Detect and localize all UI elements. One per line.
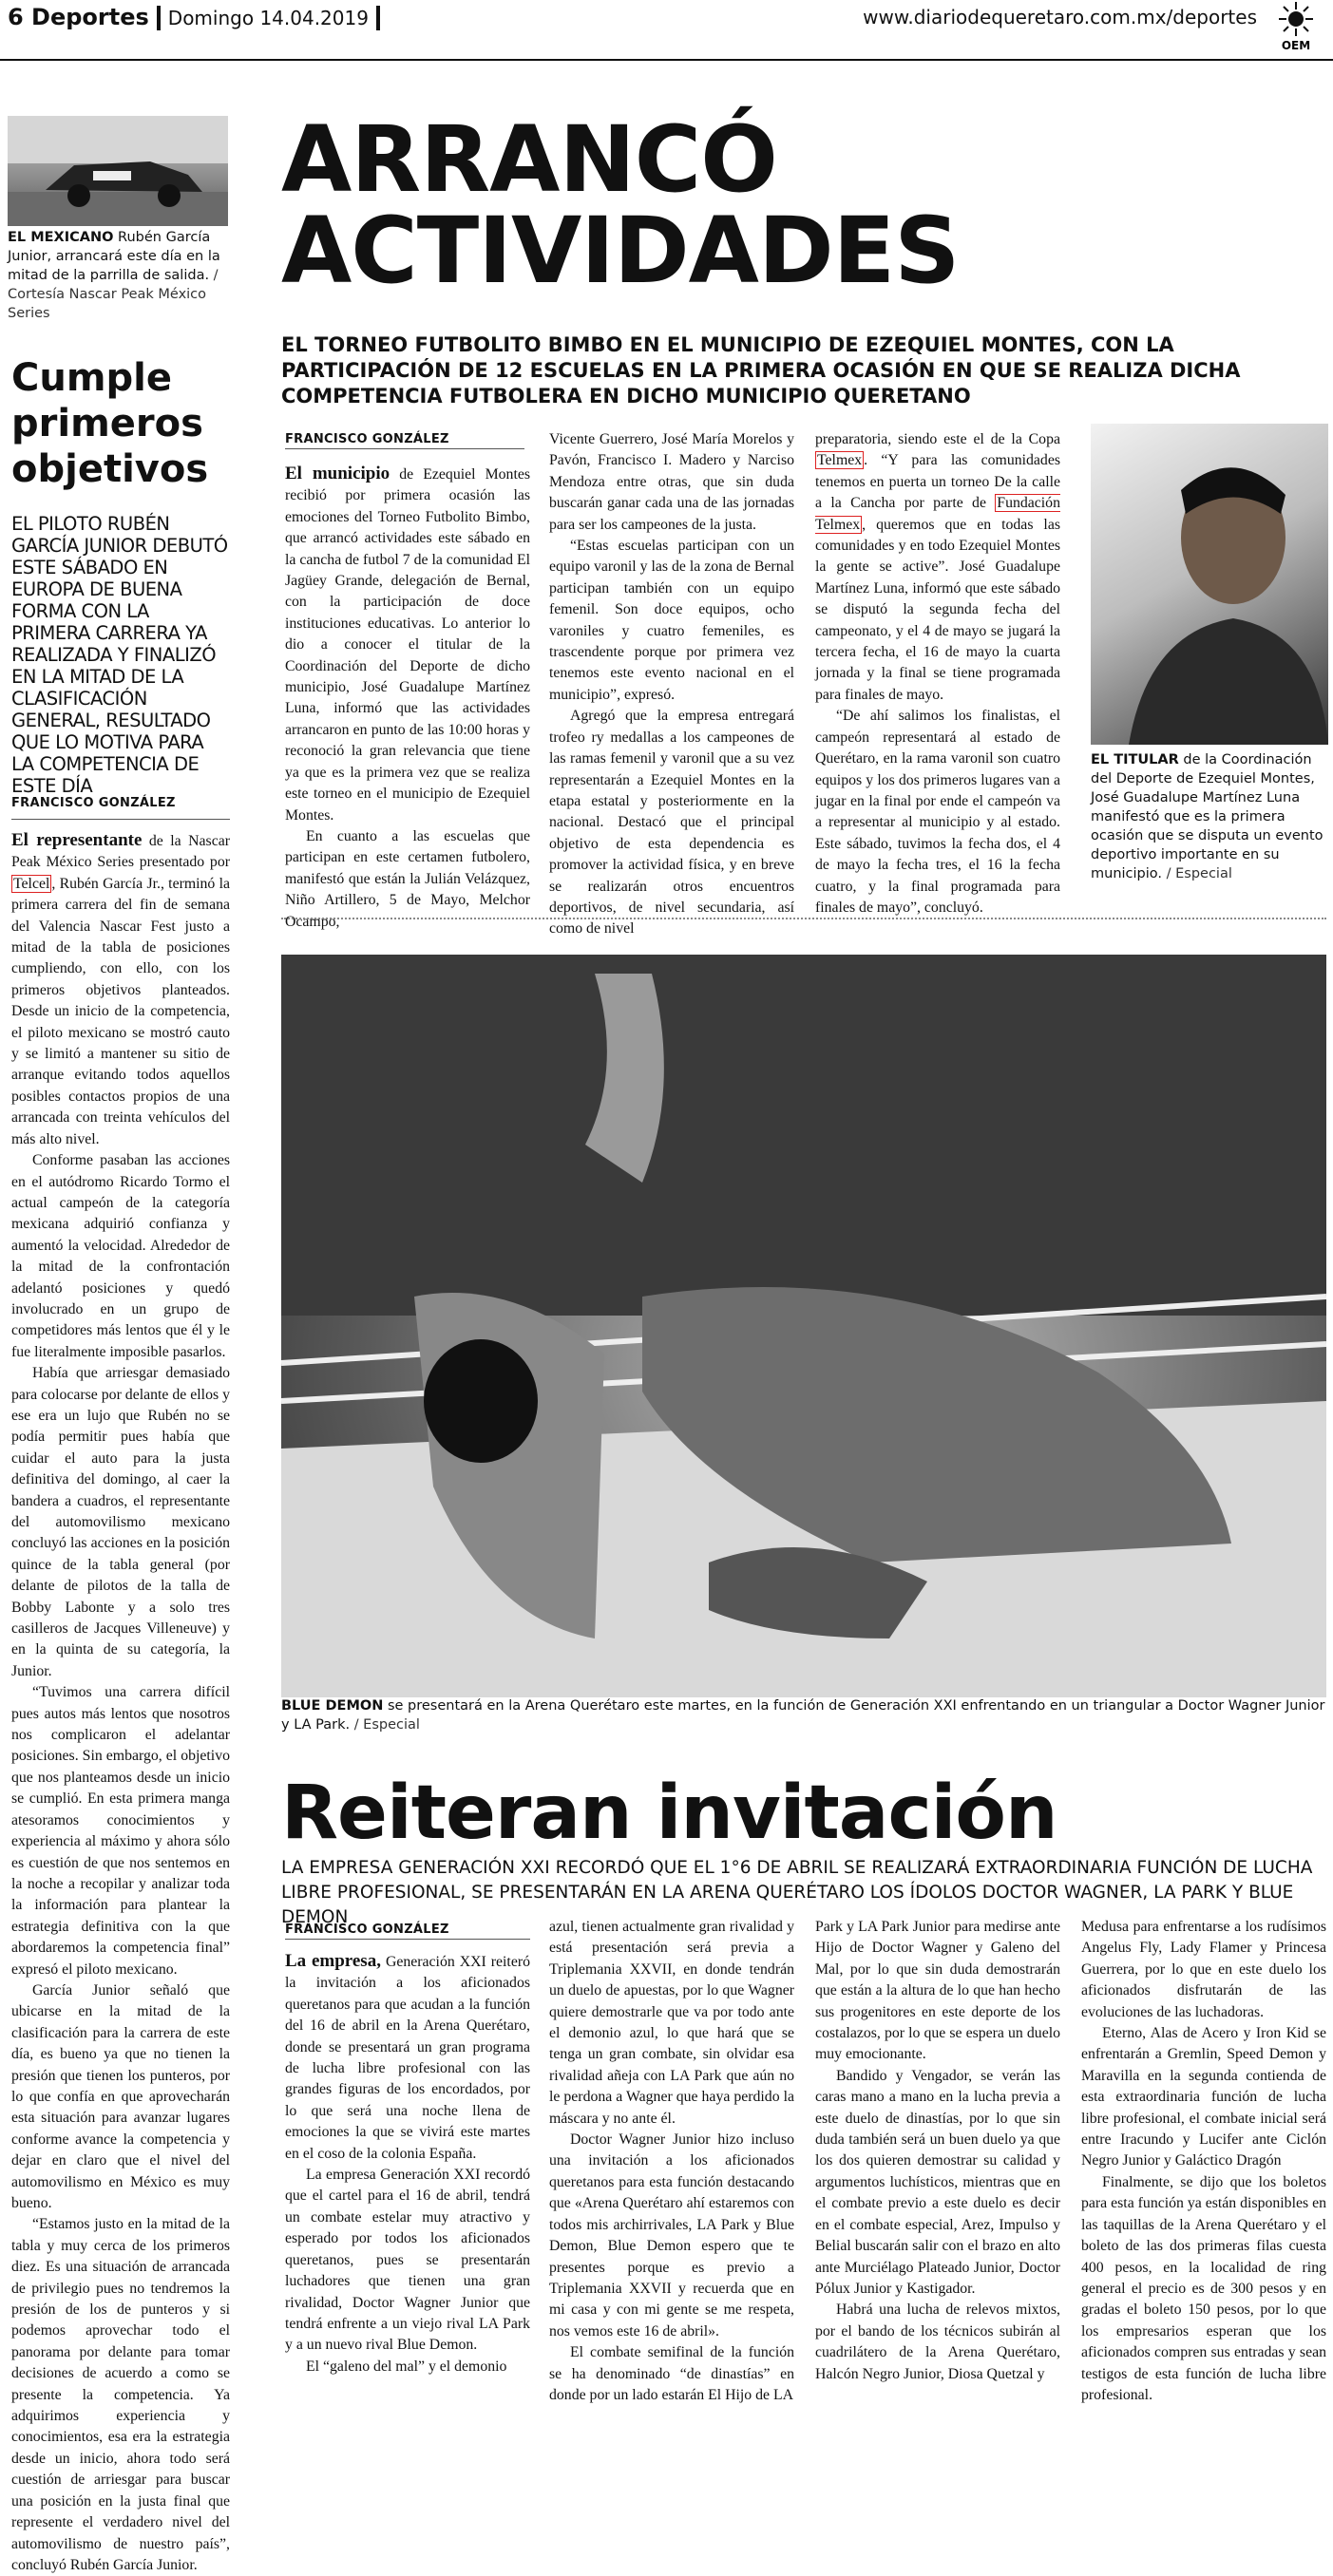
main-deck: EL TORNEO FUTBOLITO BIMBO EN EL MUNICIPIO DE EZEQUIEL MONTES, CON LA PARTICIPACIÓN DE 12 ESCUELAS EN LA PRIMERA OCASIÓN EN QUE SE REALIZA DICHA COMPETENCIA FUTBOLERA EN DICHO MUNICIPIO QUERETANO — [281, 333, 1241, 407]
page-header — [8, 4, 388, 30]
second-column-4: Medusa para enfrentarse a los rudísimos Angelus Fly, Lady Flamer y Princesa Guerrera, por lo que en este duelo los aficionados disfrutarán de las evoluciones de las luchadoras. Eterno, Alas de Acero y Iron Kid se enfrentarán a Gremlin, Speed Demon y Maravilla en la segunda contienda de esta extraordinaria función de lucha libre profesional, el combate inicial será entre Iracundo y Lucifer ante Ciclón Negro Junior y Galáctico Dragón Finalmente, se dijo que los boletos para esta función ya están disponibles en las taquillas de la Arena Querétaro y el boleto de las dos primeras filas cuesta 400 pesos, en la localidad de ring general el precio es de 300 pesos y en gradas el boleto 150 pesos, por lo que los empresarios esperan que los aficionados compren sus entradas y sean testigos de esta función de lucha libre profesional. — [1081, 1919, 1326, 2403]
header-divider — [376, 6, 380, 30]
main-column-1: El municipio de Ezequiel Montes recibió por primera ocasión las emociones del Torneo Futbolito Bimbo, que arrancó actividades este sábado en la cancha de futbol 7 de la comunidad El Jagüey Grande, delegación de Bernal, con la participación de doce instituciones educativas. Lo anterior lo dio a conocer el titular de la Coordinación del Deporte de dicho municipio, José Guadalupe Martínez Luna, informó que las actividades arrancaron en punto de las 10:00 horas y reconoció la gran relevancia que tiene ya que es la primera vez que se realiza este torneo en el municipio de Ezequiel Montes. En cuanto a las escuelas que participan en este certamen futbolero, manifestó que están la Julián Velázquez, Niño Artillero, 5 de Mayo, Melchor Ocampo, — [285, 464, 530, 930]
fundacion-telmex-link[interactable]: Fundación Telmex — [815, 495, 1060, 533]
race-car-photo — [8, 116, 228, 226]
left-deck: EL PILOTO RUBÉN GARCÍA JUNIOR DEBUTÓ ESTE SÁBADO EN EUROPA DE BUENA FORMA CON LA PRIMERA CARRERA YA REALIZADA Y FINALIZÓ EN LA MITAD DE LA CLASIFICACIÓN GENERAL, RESULTADO QUE LO MOTIVA PARA LA COMPETENCIA DE ESTE DÍA — [11, 513, 228, 797]
second-byline: FRANCISCO GONZÁLEZ — [285, 1923, 449, 1937]
second-column-3: Park y LA Park Junior para medirse ante Hijo de Doctor Wagner y Galeno del Mal, por lo que sin duda demostrarán que están a la altura de lo que han hecho sus progenitores en este deporte de los costalazos, por lo que se espera un duelo muy emocionante. Bandido y Vengador, se verán las caras mano a mano en la lucha previa a este duelo de dinastías, por lo que sin duda también será un buen duelo ya que los dos quieren demostrar su calidad y argumentos luchísticos, mientras que en el combate previo a este duelo es decir en el combate especial, Arez, Impulso y Belial buscarán salir con el brazo en alto ante Murciélago Plateado Junior, Doctor Pólux Junior y Kastigador. Habrá una lucha de relevos mixtos, por el bando de los técnicos subirán al cuadrilátero de la Arena Querétaro, Halcón Negro Junior, Diosa Quetzal y — [815, 1919, 1060, 2382]
main-byline: FRANCISCO GONZÁLEZ — [285, 432, 449, 446]
portrait-caption: EL TITULAR de la Coordinación del Deporte de Ezequiel Montes, José Guadalupe Martínez Luna manifestó que es la primera ocasión que se disputa un evento deportivo importante en su municipio. / Especial — [1091, 752, 1323, 881]
telcel-link[interactable]: Telcel — [13, 875, 50, 892]
main-column-2: Vicente Guerrero, José María Morelos y Pavón, Francisco I. Madero y Narciso Mendoza entre otras, que sin duda buscarán ganar cada una de las jornadas para ser los campeones de la justa. “Estas escuelas participan con un equipo varonil y las de la zona de Bernal participan también con un equipo femenil. Son doce equipos, ocho varoniles y cuatro femeniles, es trascendente porque por primera vez tenemos este evento nacional en el municipio”, expresó. Agregó que la empresa entregará trofeo ry medallas a los campeones de las ramas femenil y varonil que a su vez representarán a Ezequiel Montes en la etapa estatal y posteriormente en la nacional. Destacó que el principal objetivo de esta dependencia es promover la actividad física, y en breve se realizarán otros encuentros deportivos, de nivel secundaria, así como de nivel — [549, 431, 794, 938]
wrestling-photo — [281, 955, 1326, 1697]
site-url[interactable]: www.diariodequeretaro.com.mx/deportes — [863, 6, 1257, 28]
section-label: 6 Deportes — [8, 4, 149, 30]
telmex-link[interactable]: Telmex — [817, 452, 863, 469]
official-portrait-photo — [1091, 424, 1328, 745]
portrait-icon — [1091, 424, 1328, 745]
section-separator — [281, 918, 1326, 919]
oem-logo — [1268, 0, 1323, 51]
second-column-2: azul, tienen actualmente gran rivalidad y está presentación será previa a Triplemania XXVII, en donde tendrán un duelo de apuestas, por lo que Wagner quiere demostrarle que va por todo ante el demonio azul, lo que hará que se tenga un gran combate, sin olvidar esa rivalidad añeja con LA Park que aún no le perdona a Wagner que haya perdido la máscara y no ante él. Doctor Wagner Junior hizo incluso una invitación a los aficionados queretanos para esta función destacando que «Arena Querétaro ahí estaremos con todos mis archirrivales, LA Park y Blue Demon, Blue Demon espero que te presentes porque es previo a Triplemania XXVII y recuerda que en mi casa y con mi gente se me respeta, nos vemos este 16 de abril». El combate semifinal de la función se ha denominado “de dinastías” en donde por un lado estarán El Hijo de LA — [549, 1919, 794, 2403]
byline-rule — [11, 819, 230, 820]
race-car-icon — [8, 116, 228, 226]
sun-logo-icon — [1268, 0, 1323, 51]
wrestling-photo-caption: BLUE DEMON se presentará en la Arena Querétaro este martes, en la función de Generación XXI enfrentando en un triangular a Doctor Wagner Junior y LA Park. / Especial — [281, 1698, 1325, 1733]
wrestling-scene-icon — [281, 955, 1326, 1697]
byline-rule — [285, 1939, 530, 1940]
left-body: El representante de la Nascar Peak México Series presentado por Telcel , Rubén García Jr., terminó la primera carrera del fin de semana del Valencia Nascar Fest justo a mitad de la tabla de posiciones cumpliendo, con ello, con los primeros objetivos planteados. Desde un inicio de la competencia, el piloto mexicano se mostró cauto y se limitó a mantener su sitio de arranque evitando todos aquellos posibles contactos propios de una arrancada con treinta vehículos del más alto nivel. Conforme pasaban las acciones en el autódromo Ricardo Tormo el actual campeón de la categoría mexicana adquirió confianza y aumentó la velocidad. Alrededor de la mitad de la confrontación adelantó posiciones y quedó involucrado en un grupo de competidores más lentos que él y le fue literalmente imposible pasarlos. Había que arriesgar demasiado para colocarse por delante de ellos y ese era un lujo que Rubén no se podía permitir pues había que cuidar el auto para la justa definitiva del domingo, al caer la bandera a cuadros, el representante del automovilismo mexicano concluyó las acciones en la posición quince de la tabla general (por delante de pilotos de la talla de Bobby Labonte y a solo tres casilleros de Jacques Villeneuve) y en la quinta de su categoría, la Junior. “Tuvimos una carrera difícil pues autos más lentos que nosotros nos complicaron el adelantar posiciones. Sin embargo, el objetivo que nos planteamos desde un inicio se cumplió. En esta primera manga atesoramos conocimientos y experiencia al máximo y ahora sólo es cuestión de que nos sentemos en la noche a recopilar y analizar toda la información para plantear la estrategia definitiva con la que abordaremos la competencia final” expresó el piloto mexicano. García Junior señaló que ubicarse en la mitad de la clasificación para la carrera de este día, es bueno ya que no tienen la presión que tienen los punteros, por lo que confía en que aprovecharán esta situación para avanzar lugares conforme avance la competencia y dejar en claro que el nivel del automovilismo en México es muy bueno. “Estamos justo en la mitad de la tabla y muy cerca de los primeros diez. Es una situación de arrancada de privilegio pues no tendremos la presión de los de punteros y si podemos aprovechar todo el panorama por delante para tomar decisiones de acuerdo a como se presente la competencia. Ya adquirimos experiencia y conocimientos, esa era la estrategia desde un inicio, ahora todo será cuestión de arriesgar para buscar una posición en la justa final que represente el verdadero nivel del automovilismo de nuestro país”, concluyó Rubén García Junior. — [11, 830, 230, 2573]
second-headline: Reiteran invitación — [281, 1771, 1057, 1856]
second-column-1: La empresa, Generación XXI reiteró la invitación a los aficionados queretanos para que acudan a la función del 16 de abril en la Arena Querétaro, donde se presentará un gran programa de lucha libre profesional con las grandes figuras de los encordados, por lo que será una noche llena de emociones la que se vivirá este martes en el coso de la colonia España. La empresa Generación XXI recordó que el cartel para el 16 de abril, tendrá un combate estelar muy atractivo y esperado por todos los aficionados queretanos, pues se presentarán luchadores que tienen una gran rivalidad, Doctor Wagner Junior que tendrá enfrente a un viejo rival LA Park y a un nuevo rival Blue Demon. El “galeno del mal” y el demonio — [285, 1951, 530, 2375]
header-date: Domingo 14.04.2019 — [167, 7, 369, 29]
car-photo-caption: EL MEXICANO Rubén García Junior, arrancará este día en la mitad de la parrilla de salida. / Cortesía Nascar Peak México Series — [8, 230, 220, 321]
left-byline: FRANCISCO GONZÁLEZ — [11, 796, 176, 810]
header-divider — [157, 6, 161, 30]
header-rule — [0, 59, 1333, 61]
main-headline: ARRANCÓ ACTIVIDADES — [281, 106, 960, 304]
second-deck: LA EMPRESA GENERACIÓN XXI RECORDÓ QUE EL 1°6 DE ABRIL SE REALIZARÁ EXTRAORDINARIA FUNCIÓN DE LUCHA LIBRE PROFESIONAL, SE PRESENTARÁN EN LA ARENA QUERÉTARO LOS ÍDOLOS DOCTOR WAGNER, LA PARK Y BLUE DEMON — [281, 1858, 1313, 1927]
left-headline: Cumple primeros objetivos — [11, 356, 209, 491]
main-column-3: preparatoria, siendo este el de la Copa Telmex . “Y para las comunidades tenemos en puerta un torneo De la calle a la Cancha por parte de Fundación Telmex , queremos que en todas las comunidades y en todo Ezequiel Montes la gente se active”. José Guadalupe Martínez Luna, informó que este sábado se disputó la segunda fecha del campeonato, y el 4 de mayo se jugará la tercera fecha, el 16 de mayo la cuarta jornada y la final se tiene programada para finales de mayo. “De ahí salimos los finalistas, el campeón representará al estado de Querétaro, en la rama varonil son cuatro equipos y los dos primeros lugares van a jugar en la final por ende el campeón va a representar al municipio y al estado. Este sábado, tuvimos la fecha dos, el 4 de mayo la fecha tres, el 16 la fecha cuatro, y la final programada para finales de mayo”, concluyó. — [815, 431, 1060, 916]
svg-text:OEM: OEM — [1281, 39, 1311, 52]
byline-rule — [285, 448, 524, 449]
